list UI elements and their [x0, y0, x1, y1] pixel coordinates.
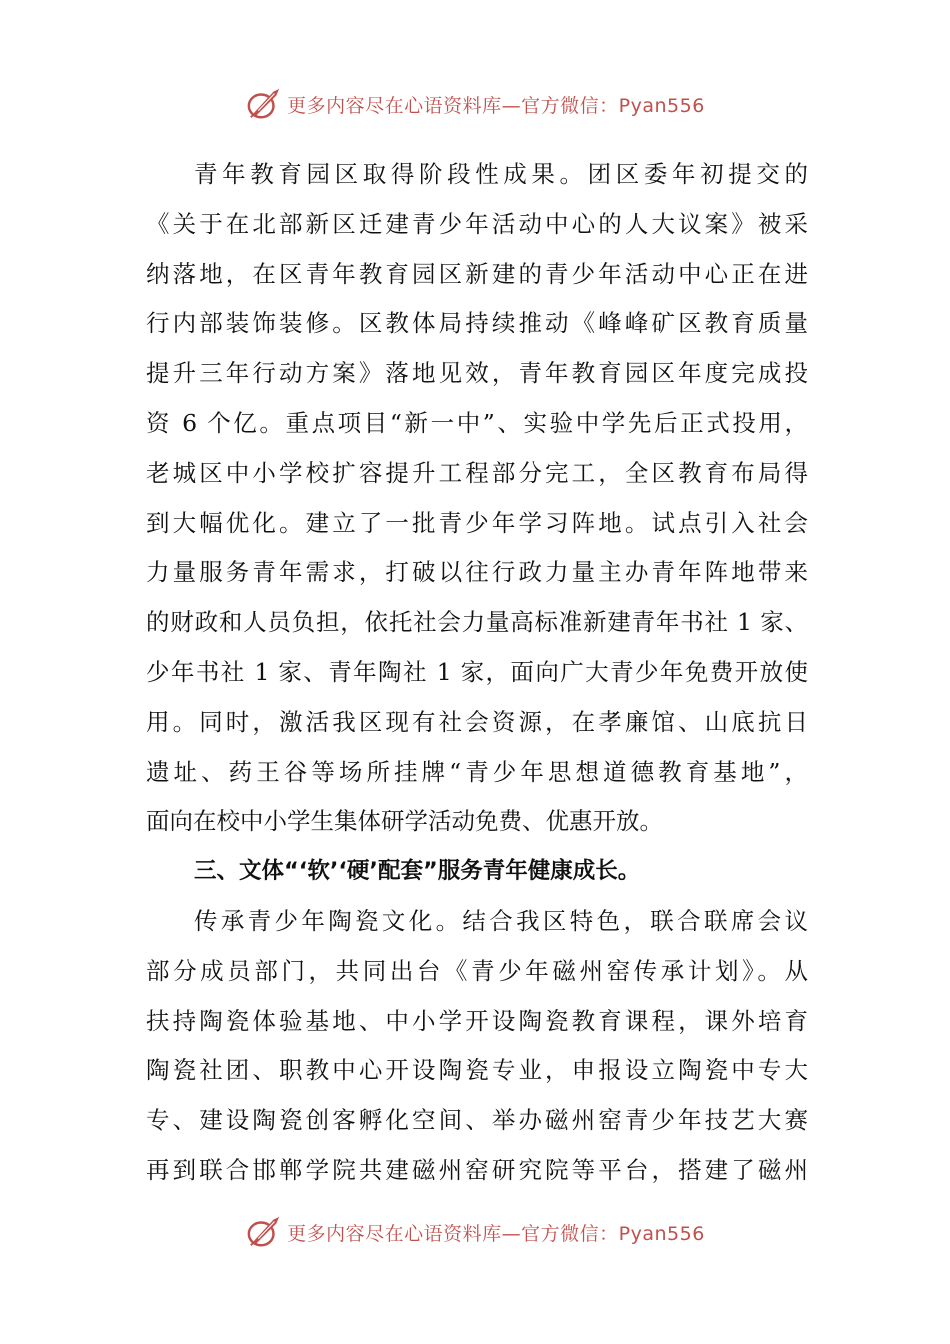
paragraph-line: 《关于在北部新区迁建青少年活动中心的人大议案》被采	[146, 209, 808, 238]
paragraph-line: 老城区中小学校扩容提升工程部分完工，全区教育布局得	[146, 458, 808, 487]
paragraph-line: 行内部装饰装修。区教体局持续推动《峰峰矿区教育质量	[146, 309, 808, 338]
paragraph-line: 到大幅优化。建立了一批青少年学习阵地。试点引入社会	[146, 508, 808, 537]
header-watermark-banner	[0, 82, 950, 126]
paragraph-line: 提升三年行动方案》落地见效，青年教育园区年度完成投	[146, 359, 808, 388]
paragraph-line: 青年教育园区取得阶段性成果。团区委年初提交的	[194, 160, 808, 188]
paragraph-line: 陶瓷社团、职教中心开设陶瓷专业，申报设立陶瓷中专大	[146, 1056, 808, 1085]
paragraph-line: 扶持陶瓷体验基地、中小学开设陶瓷教育课程，课外培育	[146, 1006, 808, 1035]
paragraph-line: 用。同时，激活我区现有社会资源，在孝廉馆、山底抗日	[146, 707, 808, 736]
watermark-text: 更多内容尽在心语资料库—官方微信：Pyan556	[287, 1222, 705, 1245]
paragraph-line: 传承青少年陶瓷文化。结合我区特色，联合联席会议	[194, 906, 808, 935]
footer-watermark-banner	[0, 1210, 950, 1254]
watermark-text: 更多内容尽在心语资料库—官方微信：Pyan556	[287, 94, 705, 117]
paragraph-line: 再到联合邯郸学院共建磁州窑研究院等平台，搭建了磁州	[146, 1155, 808, 1184]
paragraph-line: 部分成员部门，共同出台《青少年磁州窑传承计划》。从	[146, 956, 808, 985]
paragraph-line: 少年书社 1 家、青年陶社 1 家，面向广大青少年免费开放使	[146, 657, 808, 686]
quill-logo-icon	[245, 1214, 283, 1250]
quill-logo-icon	[245, 86, 283, 122]
paragraph-line: 力量服务青年需求，打破以往行政力量主办青年阵地带来	[146, 558, 808, 587]
section-heading: 三、文体“‘软’‘硬’配套”服务青年健康成长。	[194, 858, 641, 885]
paragraph-line: 遗址、药王谷等场所挂牌“青少年思想道德教育基地”，	[146, 757, 808, 786]
paragraph-line: 的财政和人员负担，依托社会力量高标准新建青年书社 1 家、	[146, 608, 808, 637]
paragraph-line: 专、建设陶瓷创客孵化空间、举办磁州窑青少年技艺大赛	[146, 1106, 808, 1135]
paragraph-line: 资 6 个亿。重点项目“新一中”、实验中学先后正式投用，	[146, 408, 808, 437]
paragraph-line: 纳落地，在区青年教育园区新建的青少年活动中心正在进	[146, 259, 808, 288]
document-body	[146, 150, 808, 1196]
paragraph-line: 面向在校中小学生集体研学活动免费、优惠开放。	[146, 807, 663, 836]
